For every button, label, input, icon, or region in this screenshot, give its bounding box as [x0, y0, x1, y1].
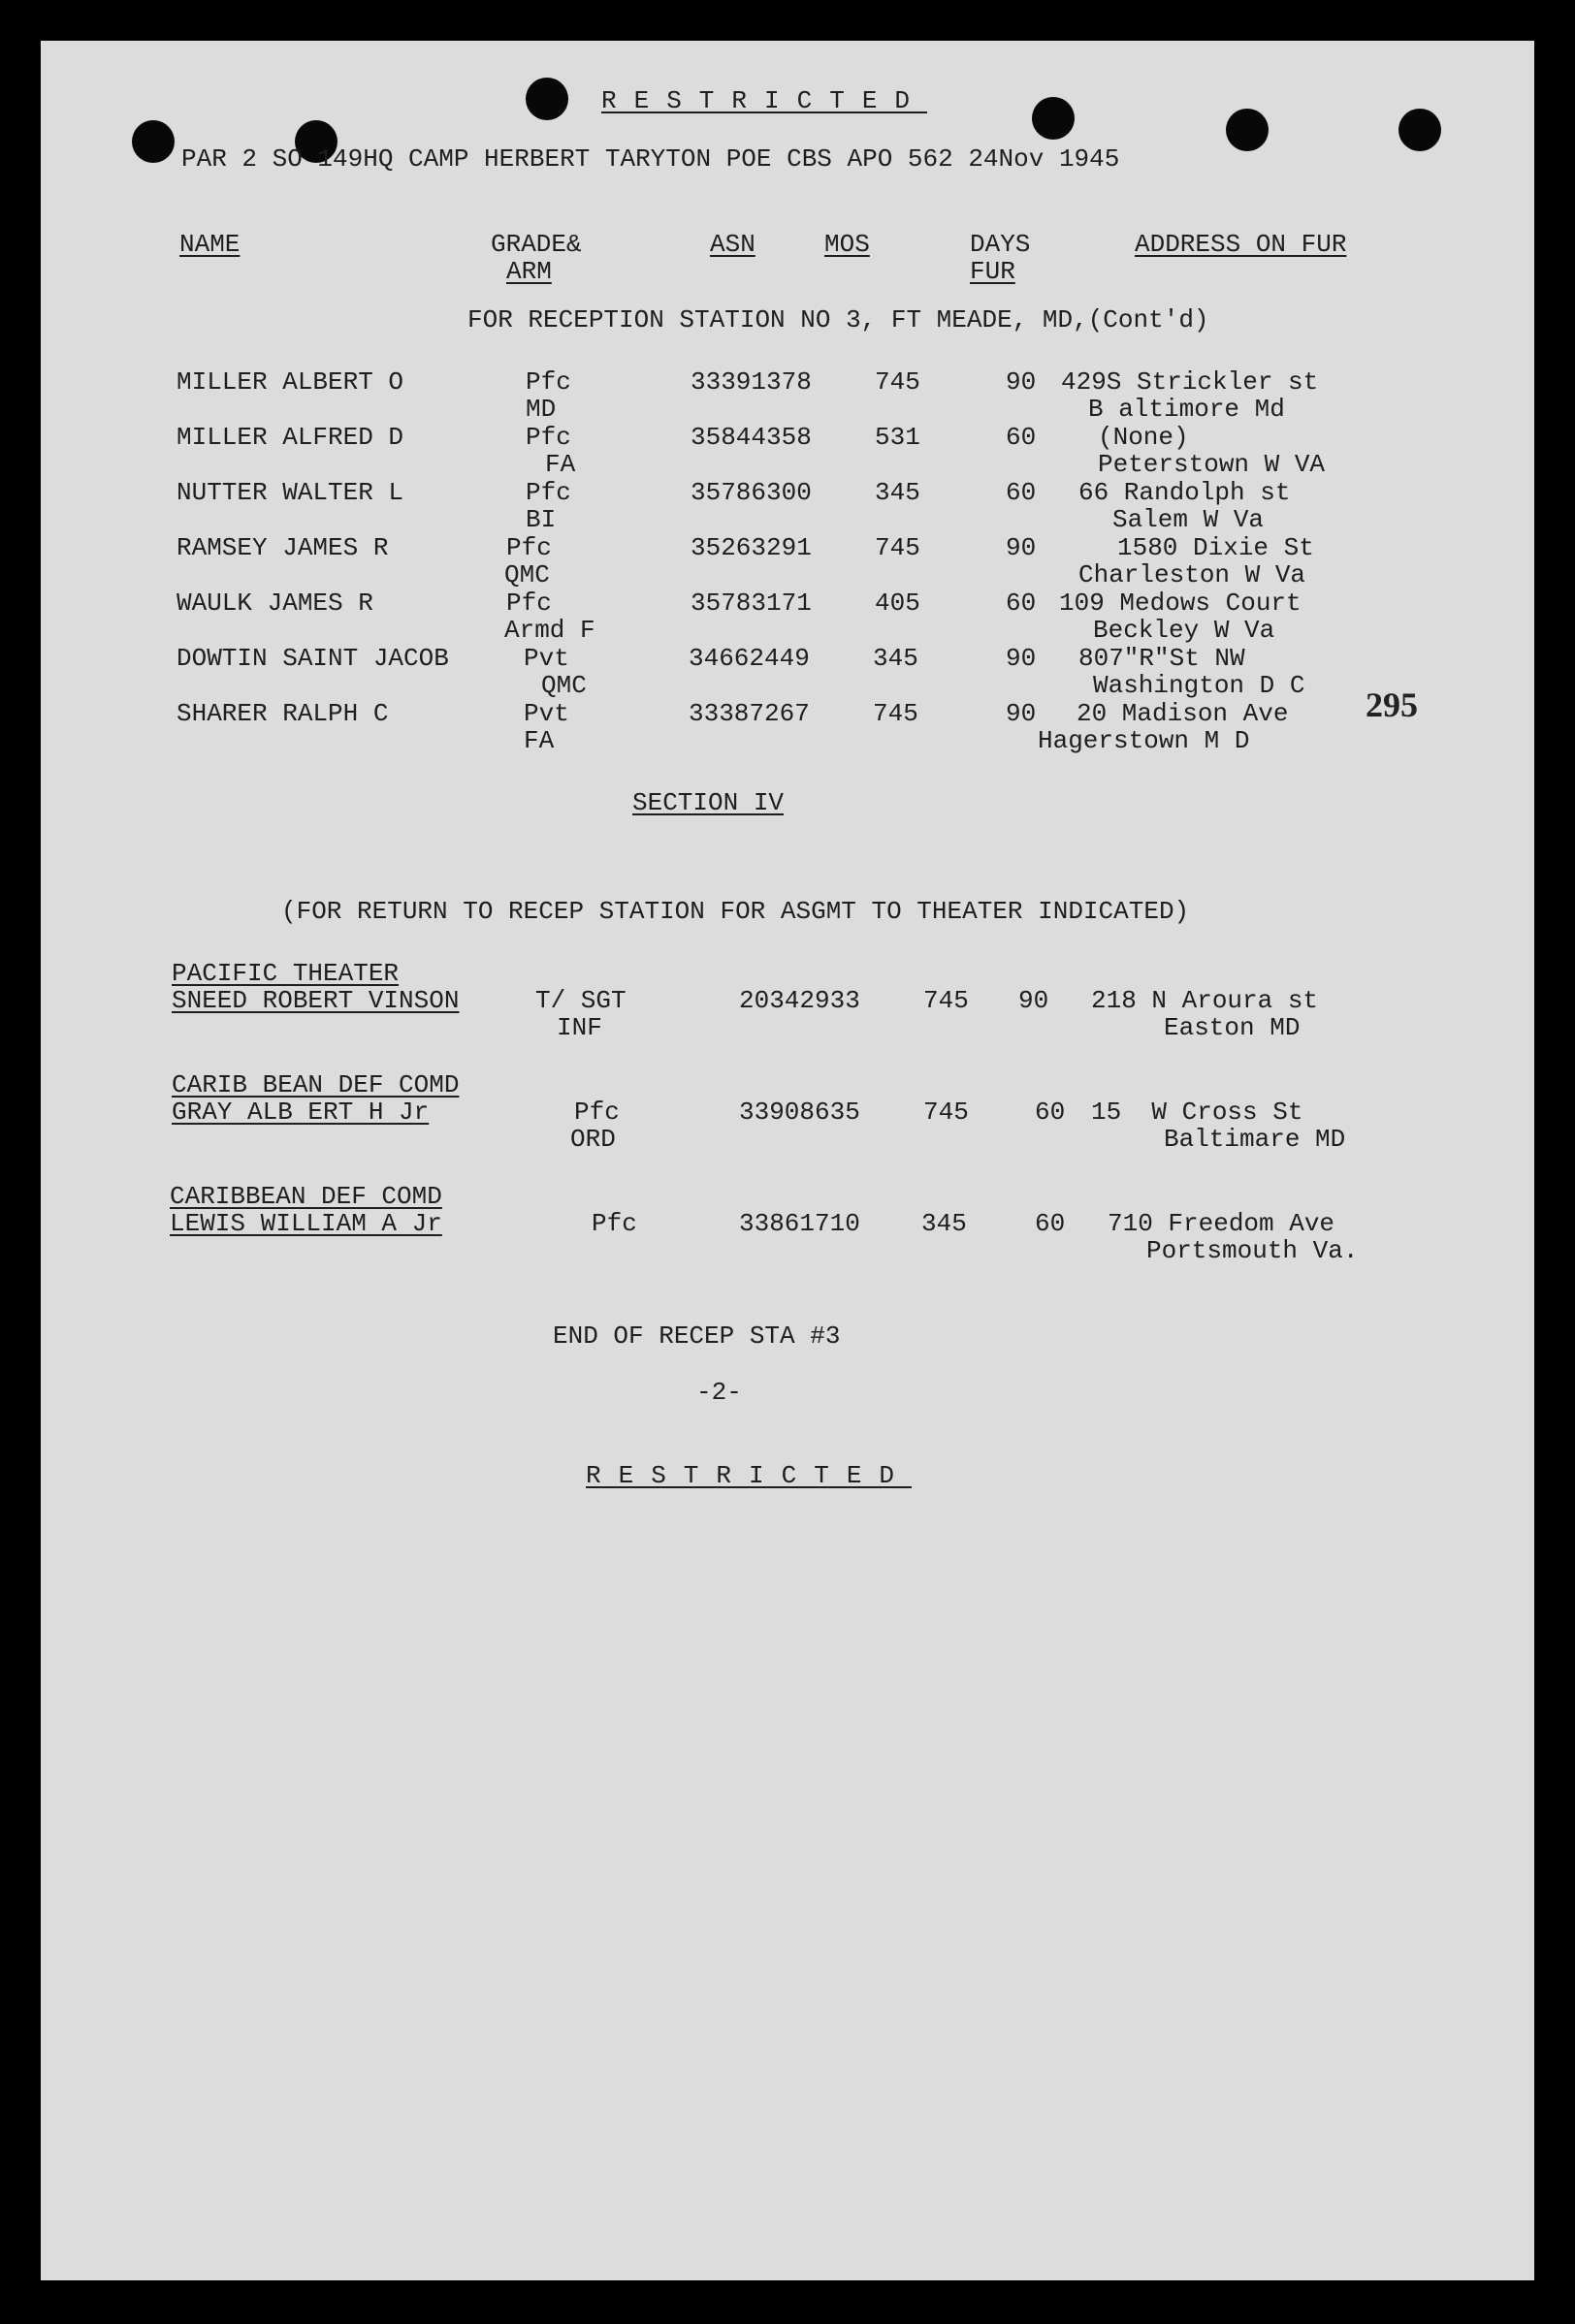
theater-grade: Pfc — [574, 1098, 620, 1127]
roster-asn: 34662449 — [689, 644, 810, 673]
punch-hole-6 — [1398, 109, 1441, 151]
page-stamp: 295 — [1366, 685, 1418, 724]
roster-grade: Pfc — [526, 423, 571, 452]
theater-addr1: 15 W Cross St — [1091, 1098, 1303, 1127]
roster-addr2: Washington D C — [1093, 671, 1305, 700]
roster-mos: 745 — [875, 367, 920, 397]
theater-heading: CARIBBEAN DEF COMD — [170, 1182, 442, 1211]
theater-addr2: Easton MD — [1164, 1013, 1301, 1042]
roster-days: 60 — [1006, 589, 1037, 618]
header-name: NAME — [179, 230, 241, 259]
roster-addr2: Salem W Va — [1112, 505, 1265, 534]
theater-mos: 745 — [923, 1098, 969, 1127]
roster-addr2: Beckley W Va — [1093, 616, 1275, 645]
roster-grade: Pfc — [526, 367, 571, 397]
theater-name: SNEED ROBERT VINSON — [172, 986, 460, 1015]
theater-name: LEWIS WILLIAM A Jr — [170, 1209, 442, 1238]
punch-hole-2 — [132, 120, 175, 163]
punch-hole-1 — [526, 78, 568, 120]
theater-days: 90 — [1018, 986, 1049, 1015]
roster-addr1: 429S Strickler st — [1061, 367, 1319, 397]
theater-addr2: Baltimare MD — [1164, 1125, 1346, 1154]
roster-mos: 345 — [875, 478, 920, 507]
roster-arm: MD — [526, 395, 557, 424]
roster-addr2: B altimore Md — [1088, 395, 1285, 424]
roster-name: NUTTER WALTER L — [177, 478, 404, 507]
roster-name: WAULK JAMES R — [177, 589, 373, 618]
roster-grade: Pfc — [526, 478, 571, 507]
roster-mos: 745 — [875, 533, 920, 562]
theater-asn: 33908635 — [739, 1098, 860, 1127]
roster-mos: 745 — [873, 699, 918, 728]
theater-grade: T/ SGT — [535, 986, 627, 1015]
theater-mos: 745 — [923, 986, 969, 1015]
roster-name: MILLER ALBERT O — [177, 367, 404, 397]
theater-asn: 33861710 — [739, 1209, 860, 1238]
roster-days: 90 — [1006, 533, 1037, 562]
roster-asn: 33391378 — [691, 367, 812, 397]
roster-addr2: Charleston W Va — [1078, 560, 1306, 589]
roster-asn: 33387267 — [689, 699, 810, 728]
header-mos: MOS — [824, 230, 870, 259]
roster-asn: 35844358 — [691, 423, 812, 452]
roster-name: DOWTIN SAINT JACOB — [177, 644, 449, 673]
roster-name: RAMSEY JAMES R — [177, 533, 389, 562]
roster-days: 60 — [1006, 423, 1037, 452]
classification-bottom: RESTRICTED — [586, 1461, 913, 1490]
roster-grade: Pfc — [506, 589, 552, 618]
roster-name: SHARER RALPH C — [177, 699, 389, 728]
roster-addr2: Hagerstown M D — [1038, 726, 1250, 755]
document-page — [41, 41, 1534, 2280]
roster-grade: Pvt — [524, 644, 569, 673]
theater-addr1: 710 Freedom Ave — [1108, 1209, 1335, 1238]
return-note: (FOR RETURN TO RECEP STATION FOR ASGMT TO THEATER INDICATED) — [281, 897, 1190, 926]
theater-name: GRAY ALB ERT H Jr — [172, 1098, 430, 1127]
end-note: END OF RECEP STA #3 — [553, 1321, 841, 1351]
roster-asn: 35783171 — [691, 589, 812, 618]
header-days-line2: FUR — [970, 257, 1015, 286]
theater-heading: PACIFIC THEATER — [172, 959, 400, 988]
roster-addr1: (None) — [1098, 423, 1189, 452]
roster-days: 90 — [1006, 644, 1037, 673]
header-address: ADDRESS ON FUR — [1135, 230, 1347, 259]
roster-arm: QMC — [504, 560, 550, 589]
theater-mos: 345 — [921, 1209, 967, 1238]
theater-arm: ORD — [570, 1125, 616, 1154]
station-heading: FOR RECEPTION STATION NO 3, FT MEADE, MD,(Cont'd) — [467, 305, 1209, 334]
roster-grade: Pfc — [506, 533, 552, 562]
roster-addr1: 109 Medows Court — [1059, 589, 1302, 618]
roster-addr1: 66 Randolph st — [1078, 478, 1291, 507]
roster-mos: 405 — [875, 589, 920, 618]
classification-top: RESTRICTED — [601, 86, 928, 115]
roster-arm: QMC — [541, 671, 587, 700]
header-asn: ASN — [710, 230, 755, 259]
roster-arm: Armd F — [504, 616, 595, 645]
roster-arm: BI — [526, 505, 557, 534]
header-grade-line2: ARM — [506, 257, 552, 286]
roster-mos: 345 — [873, 644, 918, 673]
roster-addr2: Peterstown W VA — [1098, 450, 1326, 479]
order-line: PAR 2 SO 149HQ CAMP HERBERT TARYTON POE CBS APO 562 24Nov 1945 — [181, 144, 1120, 174]
header-days-line1: DAYS — [970, 230, 1031, 259]
roster-name: MILLER ALFRED D — [177, 423, 404, 452]
theater-days: 60 — [1035, 1209, 1066, 1238]
theater-grade: Pfc — [592, 1209, 637, 1238]
roster-days: 60 — [1006, 478, 1037, 507]
theater-arm: INF — [557, 1013, 602, 1042]
theater-addr1: 218 N Aroura st — [1091, 986, 1319, 1015]
header-grade-line1: GRADE& — [491, 230, 582, 259]
roster-days: 90 — [1006, 367, 1037, 397]
roster-addr1: 20 Madison Ave — [1077, 699, 1289, 728]
roster-days: 90 — [1006, 699, 1037, 728]
page-number: -2- — [696, 1378, 742, 1407]
punch-hole-5 — [1226, 109, 1269, 151]
roster-arm: FA — [524, 726, 555, 755]
theater-asn: 20342933 — [739, 986, 860, 1015]
roster-mos: 531 — [875, 423, 920, 452]
roster-asn: 35786300 — [691, 478, 812, 507]
punch-hole-4 — [1032, 97, 1075, 140]
roster-addr1: 1580 Dixie St — [1117, 533, 1314, 562]
roster-addr1: 807"R"St NW — [1078, 644, 1245, 673]
roster-grade: Pvt — [524, 699, 569, 728]
section-title: SECTION IV — [632, 788, 785, 817]
roster-arm: FA — [545, 450, 576, 479]
roster-asn: 35263291 — [691, 533, 812, 562]
theater-addr2: Portsmouth Va. — [1146, 1236, 1359, 1265]
theater-heading: CARIB BEAN DEF COMD — [172, 1070, 460, 1099]
theater-days: 60 — [1035, 1098, 1066, 1127]
